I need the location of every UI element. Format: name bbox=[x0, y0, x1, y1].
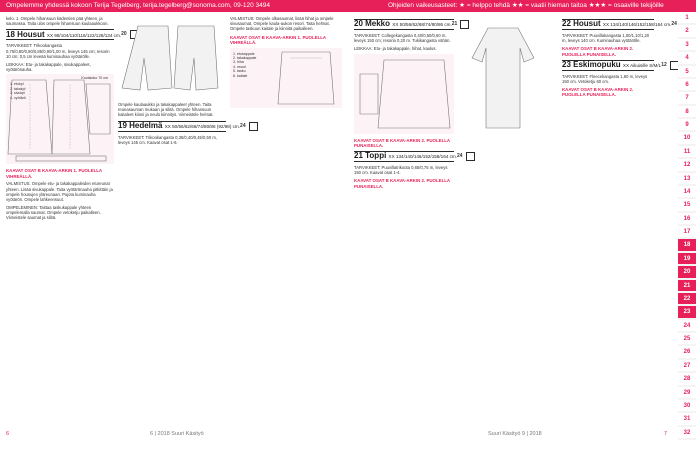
article-23-page: 12 bbox=[661, 61, 667, 68]
article-22-heading bbox=[562, 19, 677, 30]
index-tab-4[interactable]: 4 bbox=[678, 52, 696, 64]
list-item: 2. takakappale bbox=[233, 55, 257, 60]
list-item: 5. tasku bbox=[233, 69, 246, 74]
pattern-schematic-18 bbox=[6, 74, 114, 164]
fig-label: 1. etukpl bbox=[10, 82, 24, 87]
index-tab-11[interactable]: 11 bbox=[678, 146, 696, 158]
index-tab-30[interactable]: 30 bbox=[678, 400, 696, 412]
index-tab-26[interactable]: 26 bbox=[678, 346, 696, 358]
index-tab-19[interactable]: 19 bbox=[678, 253, 696, 265]
article-18-title: 18 Housut bbox=[6, 29, 45, 39]
index-tab-28[interactable]: 28 bbox=[678, 373, 696, 385]
index-tab-18[interactable]: 18 bbox=[678, 239, 696, 251]
right-page-footer: Suuri Käsityö 9 | 2018 bbox=[488, 431, 542, 437]
index-tab-6[interactable]: 6 bbox=[678, 79, 696, 91]
page-header-right: Ohjeiden vaikeusasteet: ★ = helppo tehdä ★★ = vaatii hieman taitoa ★★★ = osaaville tekijöille bbox=[348, 0, 696, 12]
index-tab-32[interactable]: 32 bbox=[678, 427, 696, 439]
index-tab-7[interactable]: 7 bbox=[678, 92, 696, 104]
pattern-sheet-note-22: KAAVAT OSAT B KAAVA-ARKIN 2. PUOLELLA PUNAISELLA. bbox=[562, 46, 634, 57]
article-18-page: 20 bbox=[121, 31, 127, 38]
article-18-materials: TARVIKKEET: Trikookangasta 0,75/0,80/0,80/0,85/0,90/1,00 m, leveys 145 cm; resorin 10 cm; 0,5 cm leveää kuminauhaa vyötärölle. bbox=[6, 43, 110, 59]
fig-label: 4. vyötärö bbox=[10, 95, 26, 100]
list-item: 3. hiha bbox=[233, 60, 244, 65]
flat-sketch-drawing bbox=[458, 18, 558, 138]
article-19-materials: TARVIKKEET: Trikookangasta 0,35/0,40/0,45/0,50 m, leveys 145 cm. Kaavat osat 1-6. bbox=[118, 134, 218, 145]
body-text: Ompele kaulaaukko ja takakappaleet yhteen. Taita reunasauman mukaan ja silitä. Ompele hihansuun kaitaleet kiinni ja neulo kiinnitys. Viimeistele helmat. bbox=[118, 102, 214, 118]
index-tab-20[interactable]: 20 bbox=[678, 266, 696, 278]
sketch-area-right bbox=[458, 18, 558, 138]
article-18-size: XX 98/104/110/116/122/128/134 cm. bbox=[46, 32, 122, 38]
left-page bbox=[0, 12, 348, 440]
fig-label: 3. sivukpl bbox=[10, 91, 25, 96]
right-page-number: 7 bbox=[664, 431, 668, 437]
right-col-2 bbox=[458, 16, 558, 436]
page-header-left: Ompelemme yhdessä kokoon Terija Tegelberg, terija.tegelberg@sonoma.com, 09-120 3494 bbox=[0, 0, 348, 12]
article-19-size: XX 50/56/62/68/74/80/86 (92/98) cm. bbox=[164, 124, 241, 129]
index-tab-14[interactable]: 14 bbox=[678, 186, 696, 198]
right-col-3 bbox=[562, 16, 677, 436]
article-23-heading bbox=[562, 60, 667, 71]
fig-label: 2. takakpl bbox=[10, 86, 26, 91]
article-19-instructions: VALMISTUS: Ompele olkasaumat, lisää hihat ja ompele sivusaumat. Ompele kaula-aukon resori. Taita helmat. Ompele taskuun kaitale ja kiinnitä paikalleen. bbox=[230, 16, 334, 32]
index-tab-27[interactable]: 27 bbox=[678, 360, 696, 372]
index-tab-23[interactable]: 23 bbox=[678, 306, 696, 318]
article-21-size: XX 134/140/146/152/158/164 cm. bbox=[388, 154, 457, 160]
left-col-1 bbox=[6, 16, 127, 436]
article-18-instructions: VALMISTUS: Ompele etu- ja takakappaleiden etureunat yhteen. Lisää sivukappale. Taita vyötärönauha pitkittäin ja ompele housujen yläreunaan. Pujota kuminauha vyötärön. Ompele lahkeensuut. bbox=[6, 181, 113, 202]
article-20-heading bbox=[354, 19, 458, 30]
index-tab-15[interactable]: 15 bbox=[678, 199, 696, 211]
index-tab-22[interactable]: 22 bbox=[678, 293, 696, 305]
left-page-footer: 6 | 2018 Suuri Käsityö bbox=[150, 431, 204, 437]
pattern-schematic-20 bbox=[354, 54, 454, 134]
right-col-1 bbox=[354, 16, 463, 436]
index-tab-25[interactable]: 25 bbox=[678, 333, 696, 345]
index-tab-5[interactable]: 5 bbox=[678, 66, 696, 78]
pattern-sheet-note-21: KAAVAT OSAT B KAAVA-ARKIN 2. PUOLELLA PUNAISELLA. bbox=[354, 178, 450, 189]
right-page bbox=[348, 12, 678, 440]
index-tab-24[interactable]: 24 bbox=[678, 320, 696, 332]
sketch-area bbox=[118, 18, 226, 98]
article-22-title: 22 Housut bbox=[562, 19, 601, 29]
article-20-size: XX 50/56/62/68/74/80/86 cm. bbox=[392, 22, 452, 28]
left-col-3 bbox=[230, 16, 342, 436]
article-19-page: 24 bbox=[240, 122, 246, 129]
article-22-materials: TARVIKKEET: Puuvillakangasta 1,00/1,10/1,20 m, leveys 140 cm. Kuminauhaa vyötärölle. bbox=[562, 33, 650, 44]
pattern-sheet-note-23: KAAVAT OSAT B KAAVA-ARKIN 2. PUOLELLA PUNAISELLA. bbox=[562, 87, 634, 98]
pattern-sheet-note-18: KAAVAT OSAT B KAAVA-ARKIN 1. PUOLELLA VIHREÄLLÄ. bbox=[6, 168, 102, 179]
list-item: 4. resori bbox=[233, 64, 246, 69]
article-20-materials: TARVIKKEET: Collegekangasta 0,40/0,50/0,60 m, leveys 150 cm; resoria 0,20 m. Tukikangasta vähän. bbox=[354, 33, 451, 44]
index-tab-12[interactable]: 12 bbox=[678, 159, 696, 171]
index-tab-3[interactable]: 3 bbox=[678, 39, 696, 51]
pattern-schematic-19 bbox=[230, 48, 342, 108]
article-18-cut: LEIKKAA: Etu- ja takakappale, sivukappaleet, vyötärönauha. bbox=[6, 61, 91, 72]
index-tab-1[interactable]: 1 bbox=[678, 12, 696, 24]
article-22-page: 24 bbox=[671, 20, 677, 27]
index-tab-21[interactable]: 21 bbox=[678, 280, 696, 292]
article-18-heading bbox=[6, 29, 127, 40]
article-21-page: 24 bbox=[456, 152, 463, 159]
article-19-title: 19 Hedelmä bbox=[118, 121, 163, 130]
article-23-title: 23 Eskimopuku bbox=[562, 60, 621, 70]
article-20-page: 21 bbox=[451, 20, 458, 27]
article-21-heading bbox=[354, 151, 463, 162]
article-22-size: XX 134/140/146/152/158/164 cm. bbox=[602, 22, 672, 28]
index-tab-17[interactable]: 17 bbox=[678, 226, 696, 238]
side-index-tabs bbox=[678, 12, 696, 440]
article-23-materials: TARVIKKEET: Fleecekangasta 1,80 m, leveys 150 cm. Vetoketju 60 cm. bbox=[562, 73, 648, 85]
index-tab-2[interactable]: 2 bbox=[678, 25, 696, 37]
article-21-title: 21 Toppi bbox=[354, 151, 387, 161]
flat-sketch-drawing bbox=[118, 18, 226, 98]
article-23-size: XX Aikuisille S/M/L bbox=[622, 63, 662, 69]
pattern-sheet-note-20: KAAVAT OSAT B KAAVA-ARKIN 2. PUOLELLA PUNAISELLA. bbox=[354, 137, 450, 148]
index-tab-31[interactable]: 31 bbox=[678, 413, 696, 425]
article-20-cut: LEIKKAA: Etu- ja takakappale, hihat, kaulus. bbox=[354, 45, 437, 51]
article-20-title: 20 Mekko bbox=[354, 19, 391, 29]
index-tab-13[interactable]: 13 bbox=[678, 173, 696, 185]
scale-label: Kuvakoko 70 cm bbox=[81, 76, 108, 81]
pattern-sheet-note-19: KAAVAT OSAT B KAAVA-ARKIN 1. PUOLELLA VIHREÄLLÄ. bbox=[230, 34, 326, 45]
left-page-number: 6 bbox=[6, 431, 10, 437]
index-tab-8[interactable]: 8 bbox=[678, 106, 696, 118]
pattern-pieces-drawing bbox=[354, 54, 454, 134]
article-19-heading bbox=[118, 121, 246, 132]
list-item: 1. etukappale bbox=[233, 51, 255, 56]
index-tab-16[interactable]: 16 bbox=[678, 213, 696, 225]
list-item: 6. kaitale bbox=[233, 73, 248, 78]
article-18-sewing: OMPELEMINEN: Taittaa taskukappale yhteen ompelemalla saumat. Ompele vetoketju paikalleen. Viimeistele saumat ja silitä. bbox=[6, 204, 101, 221]
index-tab-29[interactable]: 29 bbox=[678, 387, 696, 399]
article-21-materials: TARVIKKEET: Puuvillatrikoota 0,65/0,75 m, leveys 150 cm. Kaavat osat 1-4. bbox=[354, 165, 448, 176]
index-tab-10[interactable]: 10 bbox=[678, 132, 696, 144]
intro-text: kelo. 1. Ompele hihansuun kädentien pää yhteen, ja saumassa. Taita ulos ompele hihansuun kaulaaukkoon. bbox=[6, 16, 109, 27]
index-tab-9[interactable]: 9 bbox=[678, 119, 696, 131]
